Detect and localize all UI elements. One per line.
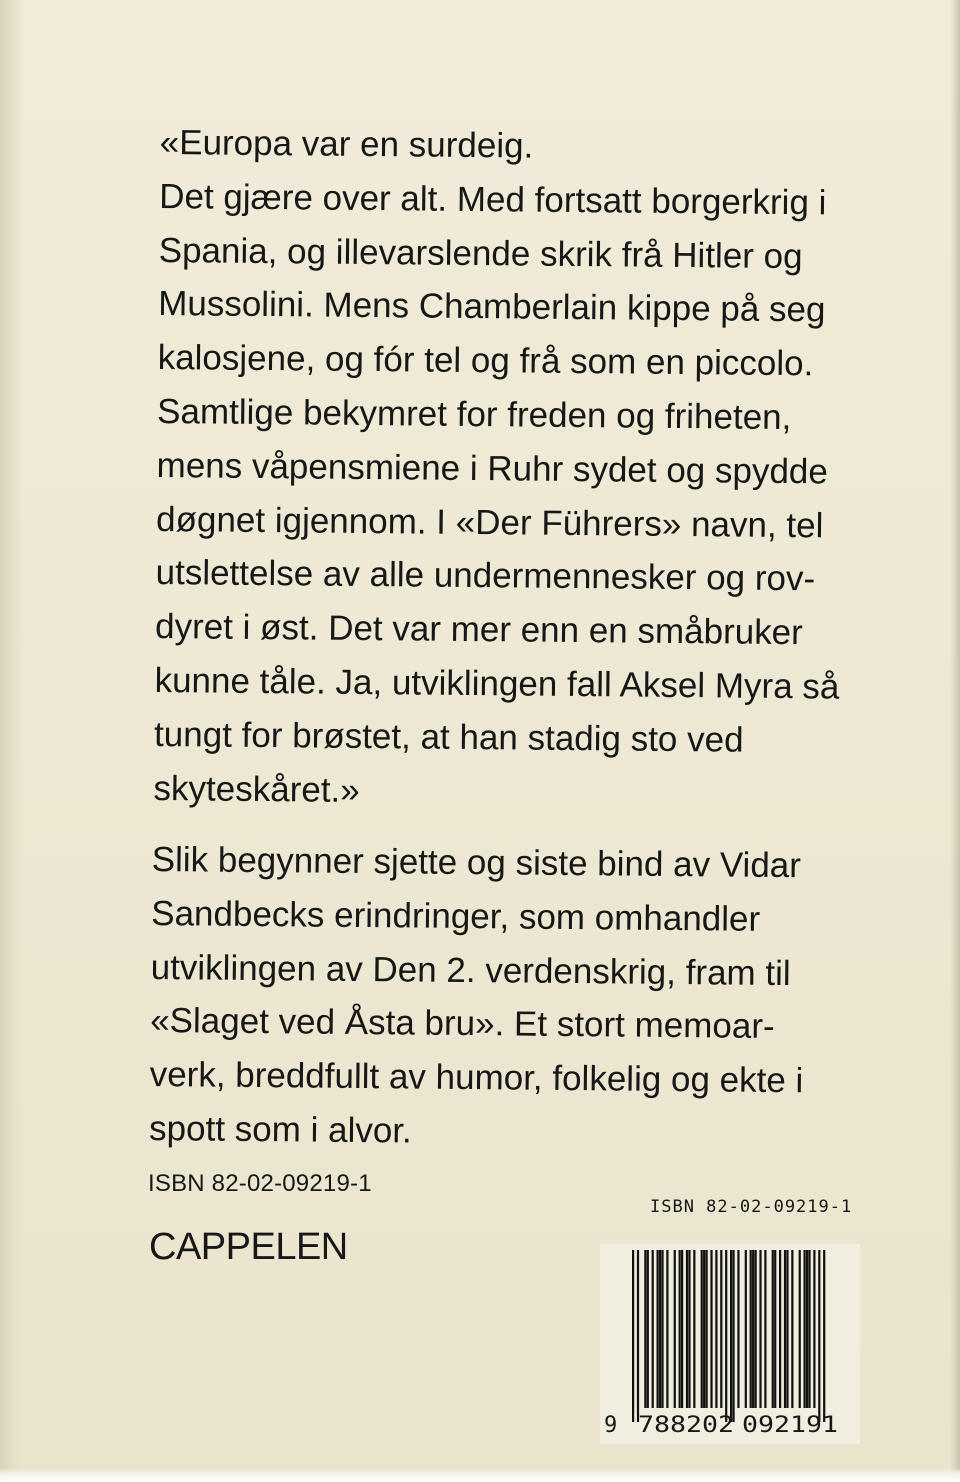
barcode-bar: [752, 1250, 754, 1408]
summary-line: Slik begynner sjette og siste bind av Vidar: [151, 839, 802, 886]
barcode-bar: [755, 1250, 757, 1408]
barcode-bar: [657, 1250, 659, 1408]
barcode-first-digit: 9: [604, 1413, 618, 1438]
barcode-bar: [701, 1250, 703, 1408]
summary-line: spott som i alvor.: [148, 1108, 412, 1151]
quote-line: tungt for brøstet, at han stadig sto ved: [153, 714, 744, 760]
cover-left-edge: [0, 0, 24, 1482]
barcode-bar: [732, 1250, 734, 1422]
quote-line: dyret i øst. Det var mer enn en småbruker: [154, 607, 803, 653]
barcode-bar: [737, 1250, 739, 1408]
cover-right-edge: [950, 0, 960, 1482]
barcode-bar: [806, 1250, 808, 1408]
quote-line: «Europa var en surdeig.: [159, 122, 534, 166]
barcode-bar: [779, 1250, 781, 1408]
barcode-left-digits: 788202: [638, 1413, 734, 1438]
barcode-bar: [637, 1250, 639, 1422]
summary-line: «Slaget ved Åsta bru». Et stort memoar-: [150, 1001, 775, 1047]
barcode-bar: [644, 1250, 646, 1408]
barcode-bar: [799, 1250, 801, 1408]
barcode-bar: [679, 1250, 681, 1408]
barcode-bar: [666, 1250, 668, 1408]
barcode-bar: [813, 1250, 815, 1408]
quote-line: Mussolini. Mens Chamberlain kippe på seg: [158, 284, 826, 330]
quote-line: kalosjene, og fór tel og frå som en piccolo.: [157, 338, 814, 384]
barcode-bar: [774, 1250, 776, 1408]
barcode-bar: [791, 1250, 793, 1408]
barcode-bar: [674, 1250, 676, 1408]
barcode-bar: [661, 1250, 663, 1408]
barcode-isbn-label: ISBN 82-02-09219-1: [650, 1197, 853, 1217]
barcode-bar: [745, 1250, 747, 1408]
summary-paragraph: [149, 833, 806, 1162]
quote-line: Spania, og illevarslende skrik frå Hitler og: [158, 230, 803, 276]
barcode-bar: [786, 1250, 788, 1408]
summary-line: utviklingen av Den 2. verdenskrig, fram til: [150, 947, 791, 993]
barcode-bar: [720, 1250, 722, 1408]
barcode-bar: [730, 1250, 732, 1422]
quote-line: Samtlige bekymret for freden og friheten,: [156, 391, 792, 438]
barcode-bar: [710, 1250, 712, 1408]
barcode-bar: [804, 1250, 806, 1408]
quote-line: skyteskåret.»: [153, 768, 360, 810]
barcode-bar: [725, 1250, 727, 1422]
cover-bottom-edge: [0, 1468, 960, 1482]
barcode-bar: [808, 1250, 810, 1408]
quote-line: mens våpensmiene i Ruhr sydet og spydde: [156, 445, 829, 492]
barcode-bar: [772, 1250, 774, 1408]
barcode-bar: [750, 1250, 752, 1408]
barcode-bar: [659, 1250, 661, 1408]
ean-barcode: [600, 1244, 860, 1444]
barcode-bar: [652, 1250, 654, 1408]
barcode-bar: [681, 1250, 683, 1408]
barcode-bar: [686, 1250, 688, 1408]
barcode-bar: [632, 1250, 634, 1422]
quote-line: Det gjære over alt. Med fortsatt borgerkrig i: [159, 176, 827, 223]
barcode-bar: [703, 1250, 705, 1408]
barcode-bar: [688, 1250, 690, 1408]
barcode-bar: [715, 1250, 717, 1408]
barcode-bar: [647, 1250, 649, 1408]
quote-paragraph: [153, 116, 844, 822]
barcode-bar: [693, 1250, 695, 1408]
barcode-bar: [764, 1250, 766, 1408]
barcode-bar: [706, 1250, 708, 1408]
publisher-name: CAPPELEN: [149, 1226, 348, 1268]
barcode-right-digits: 092191: [742, 1413, 838, 1438]
quote-line: utslettelse av alle undermennesker og rov-: [155, 553, 816, 599]
isbn-number: ISBN 82-02-09219-1: [148, 1170, 372, 1197]
quote-line: kunne tåle. Ja, utviklingen fall Aksel Myra så: [154, 660, 840, 707]
summary-line: Sandbecks erindringer, som omhandler: [151, 893, 761, 939]
summary-line: verk, breddfullt av humor, folkelig og ekte i: [149, 1055, 804, 1101]
barcode-bar: [818, 1250, 820, 1422]
barcode-bar: [823, 1250, 825, 1422]
quote-line: døgnet igjennom. I «Der Führers» navn, tel: [155, 499, 824, 545]
barcode-bar: [784, 1250, 786, 1408]
barcode-bar: [759, 1250, 761, 1408]
